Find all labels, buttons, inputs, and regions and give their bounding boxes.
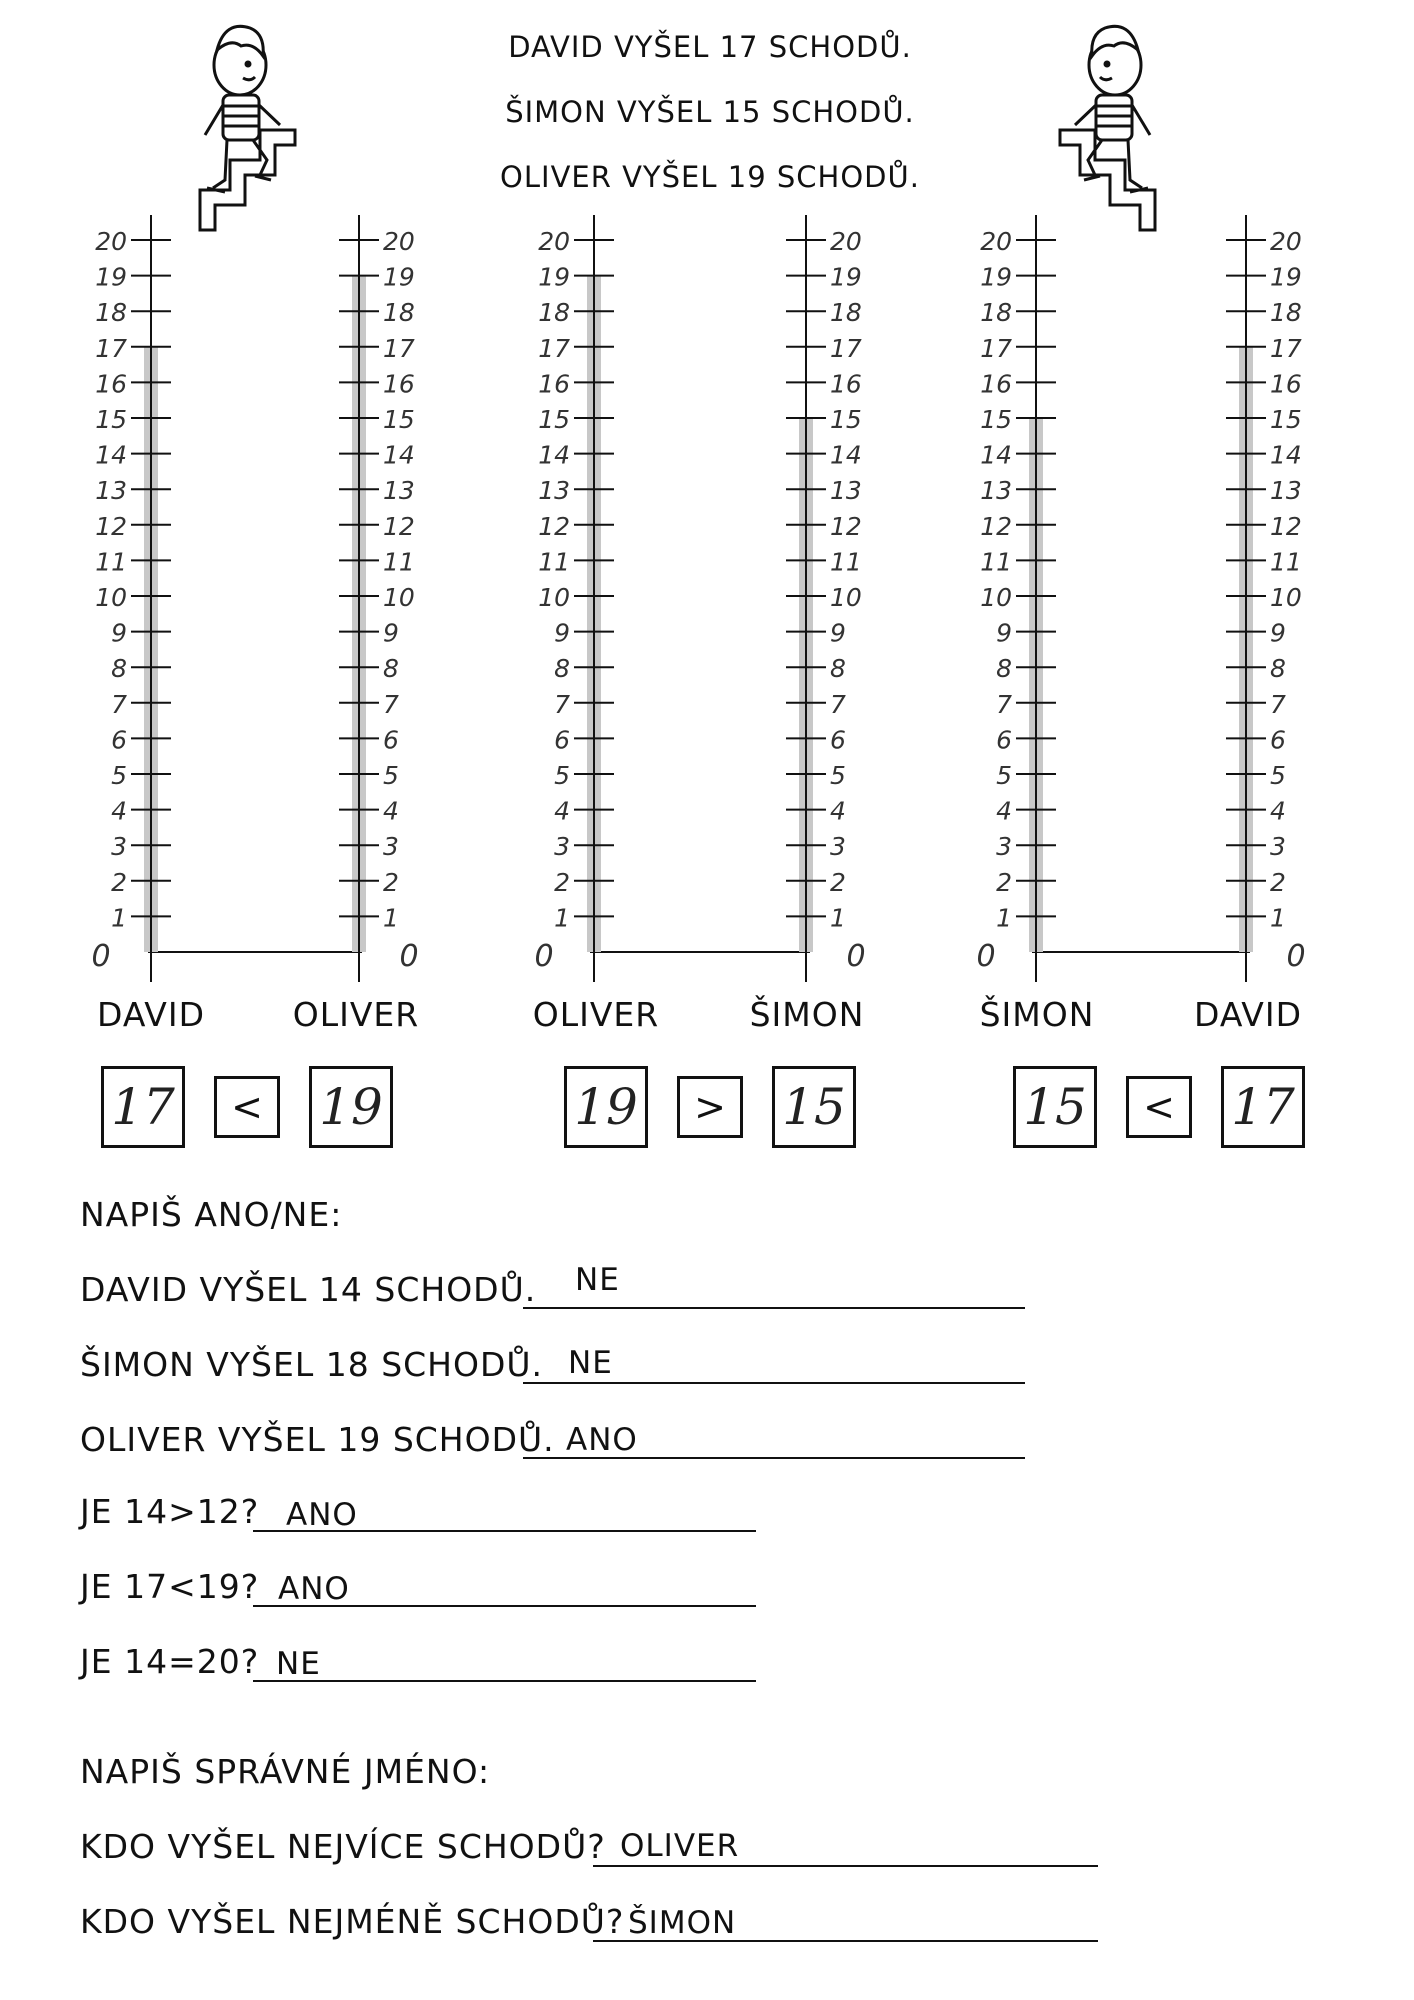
answer-3: ANO xyxy=(566,1422,638,1458)
name-answer-line-1[interactable] xyxy=(593,1865,1098,1867)
chart2-axis-2-tick-label: 1 xyxy=(830,903,846,933)
compare3-right-box: 17 xyxy=(1221,1066,1305,1148)
chart2-name-left: OLIVER xyxy=(532,995,660,1034)
chart3-axis-1-tick-label: 12 xyxy=(980,511,1012,541)
chart3-axis-2-tick-label: 18 xyxy=(1270,298,1302,328)
chart1-name-left: DAVID xyxy=(96,995,205,1034)
chart1-axis-2-tick-label: 3 xyxy=(383,832,399,862)
chart1-axis-2-tick-label: 15 xyxy=(383,405,415,434)
chart3-axis-2-tick-label: 6 xyxy=(1270,725,1286,755)
chart3-axis-1-tick-label: 15 xyxy=(980,405,1012,434)
chart3-axis-2-tick-label: 8 xyxy=(1270,654,1286,684)
chart3-name-left: ŠIMON xyxy=(979,995,1095,1034)
chart2-axis-1-tick-label: 3 xyxy=(554,832,570,862)
chart1-axis-2-tick-label: 2 xyxy=(383,867,399,897)
chart1-axis-1-tick-label: 17 xyxy=(95,333,127,363)
chart3-axis-2-tick-label: 1 xyxy=(1270,903,1286,933)
intro-line-oliver: OLIVER VYŠEL 19 SCHODŮ. xyxy=(500,160,920,194)
chart1-axis-1-tick-label: 3 xyxy=(111,832,127,862)
chart1-axis-1-tick-label: 12 xyxy=(95,511,127,541)
chart1-axis-2-tick-label: 7 xyxy=(383,689,399,719)
compare3-left-box: 15 xyxy=(1013,1066,1097,1148)
chart1-axis-2-tick-label: 19 xyxy=(383,262,415,292)
chart2-axis-1-tick-label: 11 xyxy=(538,547,570,577)
answer-6: NE xyxy=(276,1646,321,1682)
chart3-axis-1-tick-label: 18 xyxy=(980,298,1012,328)
answer-line-1[interactable] xyxy=(523,1307,1025,1309)
chart3-axis-1-tick-label: 4 xyxy=(996,796,1012,826)
chart1-axis-2-tick-label: 8 xyxy=(383,654,399,684)
chart3-axis-2-tick-label: 20 xyxy=(1270,227,1302,256)
chart2-axis-1-tick-label: 8 xyxy=(554,654,570,684)
chart3-axis-2-tick-label: 7 xyxy=(1270,689,1286,719)
chart2-axis-2-tick-label: 7 xyxy=(830,689,846,719)
chart2-axis-2-tick-label: 6 xyxy=(830,725,846,755)
chart1-axis-1-tick-label: 9 xyxy=(111,618,127,648)
chart2-axis-1-tick-label: 20 xyxy=(538,227,570,256)
chart3-axis-2-tick-label: 10 xyxy=(1270,583,1302,612)
compare1-left-box: 17 xyxy=(101,1066,185,1148)
chart2-axis-2-tick-label: 16 xyxy=(830,369,862,399)
chart3-axis-1-tick-label: 11 xyxy=(980,547,1012,577)
chart2-axis-1-tick-label: 4 xyxy=(554,796,570,826)
chart2-axis-2-zero-label: 0 xyxy=(846,939,866,974)
chart3-name-right: DAVID xyxy=(1193,995,1302,1034)
question-1: DAVID VYŠEL 14 SCHODŮ. xyxy=(80,1270,537,1309)
chart3-axis-2-tick-label: 16 xyxy=(1270,369,1302,399)
chart2-axis-1-tick-label: 19 xyxy=(538,262,570,292)
chart3-axis-1-tick-label: 3 xyxy=(996,832,1012,862)
chart2-axis-1-zero-label: 0 xyxy=(534,939,554,974)
chart2-axis-2-tick-label: 12 xyxy=(830,511,862,541)
chart1-axis-1-tick-label: 13 xyxy=(95,476,127,506)
chart3-axis-1-tick-label: 17 xyxy=(980,333,1012,363)
compare3-sign-box: < xyxy=(1126,1076,1192,1138)
chart2-axis-2-tick-label: 18 xyxy=(830,298,862,328)
chart1-name-right: OLIVER xyxy=(292,995,420,1034)
chart1-axis-2-tick-label: 5 xyxy=(383,761,399,790)
chart1-axis-1-tick-label: 14 xyxy=(95,440,127,470)
chart3-axis-1-zero-label: 0 xyxy=(976,939,996,974)
chart2-name-right: ŠIMON xyxy=(749,995,865,1034)
question-4: JE 14>12? xyxy=(80,1492,260,1531)
chart3-axis-1-tick-label: 19 xyxy=(980,262,1012,292)
answer-line-6[interactable] xyxy=(253,1680,756,1682)
section1-heading: NAPIŠ ANO/NE: xyxy=(80,1195,343,1234)
intro-line-simon: ŠIMON VYŠEL 15 SCHODŮ. xyxy=(505,95,915,129)
chart3-axis-1-tick-label: 8 xyxy=(996,654,1012,684)
chart2-axis-2-tick-label: 4 xyxy=(830,796,846,826)
section2-heading: NAPIŠ SPRÁVNÉ JMÉNO: xyxy=(80,1752,491,1791)
chart2-axis-1-tick-label: 17 xyxy=(538,333,570,363)
chart3-axis-1-tick-label: 5 xyxy=(996,761,1012,790)
chart3-axis-2-tick-label: 13 xyxy=(1270,476,1302,506)
chart1-axis-1-tick-label: 5 xyxy=(111,761,127,790)
chart3-axis-1-tick-label: 7 xyxy=(996,689,1012,719)
chart3-axis-1-tick-label: 14 xyxy=(980,440,1012,470)
chart1-axis-2-tick-label: 4 xyxy=(383,796,399,826)
chart2-axis-2-tick-label: 13 xyxy=(830,476,862,506)
chart3-axis-1-tick-label: 1 xyxy=(996,903,1012,933)
chart1-axis-2-tick-label: 12 xyxy=(383,511,415,541)
chart1-axis-2-tick-label: 14 xyxy=(383,440,415,470)
answer-1: NE xyxy=(575,1262,620,1298)
compare1-sign-box: < xyxy=(214,1076,280,1138)
chart2-axis-2-tick-label: 19 xyxy=(830,262,862,292)
name-question-1: KDO VYŠEL NEJVÍCE SCHODŮ? xyxy=(80,1827,606,1866)
chart1-axis-1-zero-label: 0 xyxy=(91,939,111,974)
chart2-axis-1-tick-label: 14 xyxy=(538,440,570,470)
chart2-axis-1-tick-label: 7 xyxy=(554,689,570,719)
question-5: JE 17<19? xyxy=(80,1567,260,1606)
compare2-right-box: 15 xyxy=(772,1066,856,1148)
compare1-right-box: 19 xyxy=(309,1066,393,1148)
question-3: OLIVER VYŠEL 19 SCHODŮ. xyxy=(80,1420,555,1459)
chart3-axis-2-tick-label: 14 xyxy=(1270,440,1302,470)
chart2-axis-2-tick-label: 20 xyxy=(830,227,862,256)
chart2-axis-1-tick-label: 1 xyxy=(554,903,570,933)
chart2-axis-2-tick-label: 9 xyxy=(830,618,846,648)
chart3-axis-1-tick-label: 13 xyxy=(980,476,1012,506)
chart3-axis-2-tick-label: 11 xyxy=(1270,547,1302,577)
chart1-axis-1-tick-label: 15 xyxy=(95,405,127,434)
chart2-axis-1-tick-label: 10 xyxy=(538,583,570,612)
chart2-axis-2-tick-label: 10 xyxy=(830,583,862,612)
chart2-axis-1-tick-label: 9 xyxy=(554,618,570,648)
chart2-axis-1-tick-label: 6 xyxy=(554,725,570,755)
chart1-axis-1-tick-label: 6 xyxy=(111,725,127,755)
chart3-axis-2-zero-label: 0 xyxy=(1286,939,1306,974)
chart1-axis-1-tick-label: 8 xyxy=(111,654,127,684)
answer-4: ANO xyxy=(286,1497,358,1533)
chart1-axis-2-tick-label: 17 xyxy=(383,333,415,363)
chart1-axis-1-tick-label: 16 xyxy=(95,369,127,399)
chart2-axis-2-tick-label: 2 xyxy=(830,867,846,897)
chart2-axis-2-tick-label: 5 xyxy=(830,761,846,790)
compare2-left-box: 19 xyxy=(564,1066,648,1148)
stair-count-charts xyxy=(0,0,1414,990)
chart3-axis-2-tick-label: 4 xyxy=(1270,796,1286,826)
chart3-axis-2-tick-label: 3 xyxy=(1270,832,1286,862)
chart3-axis-1-tick-label: 2 xyxy=(996,867,1012,897)
question-2: ŠIMON VYŠEL 18 SCHODŮ. xyxy=(80,1345,544,1384)
chart3-axis-2-tick-label: 17 xyxy=(1270,333,1302,363)
chart1-axis-1-tick-label: 11 xyxy=(95,547,127,577)
chart3-axis-2-tick-label: 15 xyxy=(1270,405,1302,434)
chart3-axis-2-tick-label: 19 xyxy=(1270,262,1302,292)
chart1-axis-1-tick-label: 10 xyxy=(95,583,127,612)
chart3-axis-2-tick-label: 9 xyxy=(1270,618,1286,648)
chart1-axis-2-tick-label: 9 xyxy=(383,618,399,648)
name-answer-2: ŠIMON xyxy=(628,1905,737,1941)
chart1-axis-2-tick-label: 11 xyxy=(383,547,415,577)
chart1-axis-1-tick-label: 1 xyxy=(111,903,127,933)
chart3-axis-1-tick-label: 16 xyxy=(980,369,1012,399)
chart2-axis-1-tick-label: 18 xyxy=(538,298,570,328)
chart3-axis-1-tick-label: 9 xyxy=(996,618,1012,648)
chart1-axis-2-tick-label: 6 xyxy=(383,725,399,755)
chart3-axis-2-tick-label: 2 xyxy=(1270,867,1286,897)
chart1-axis-2-tick-label: 1 xyxy=(383,903,399,933)
chart2-axis-1-tick-label: 13 xyxy=(538,476,570,506)
chart1-axis-2-tick-label: 20 xyxy=(383,227,415,256)
chart1-axis-2-tick-label: 13 xyxy=(383,476,415,506)
chart2-axis-2-tick-label: 3 xyxy=(830,832,846,862)
chart1-axis-1-tick-label: 20 xyxy=(95,227,127,256)
chart2-axis-2-tick-label: 17 xyxy=(830,333,862,363)
name-answer-1: OLIVER xyxy=(620,1828,740,1864)
chart2-axis-1-tick-label: 12 xyxy=(538,511,570,541)
chart1-axis-1-tick-label: 2 xyxy=(111,867,127,897)
chart1-axis-2-tick-label: 18 xyxy=(383,298,415,328)
chart2-axis-2-tick-label: 15 xyxy=(830,405,862,434)
chart1-axis-2-tick-label: 16 xyxy=(383,369,415,399)
chart1-axis-2-tick-label: 10 xyxy=(383,583,415,612)
chart1-axis-1-tick-label: 18 xyxy=(95,298,127,328)
chart2-axis-2-tick-label: 11 xyxy=(830,547,862,577)
intro-line-david: DAVID VYŠEL 17 SCHODŮ. xyxy=(508,30,912,64)
chart2-axis-1-tick-label: 15 xyxy=(538,405,570,434)
chart3-axis-1-tick-label: 20 xyxy=(980,227,1012,256)
answer-5: ANO xyxy=(278,1571,350,1607)
chart3-axis-1-tick-label: 6 xyxy=(996,725,1012,755)
name-question-2: KDO VYŠEL NEJMÉNĚ SCHODŮ? xyxy=(80,1902,625,1941)
chart2-axis-2-tick-label: 14 xyxy=(830,440,862,470)
chart3-axis-1-tick-label: 10 xyxy=(980,583,1012,612)
compare2-sign-box: > xyxy=(677,1076,743,1138)
chart1-axis-1-tick-label: 7 xyxy=(111,689,127,719)
chart1-axis-2-zero-label: 0 xyxy=(399,939,419,974)
question-6: JE 14=20? xyxy=(80,1642,260,1681)
answer-line-2[interactable] xyxy=(523,1382,1025,1384)
chart1-axis-1-tick-label: 4 xyxy=(111,796,127,826)
chart3-axis-2-tick-label: 5 xyxy=(1270,761,1286,790)
answer-2: NE xyxy=(568,1345,613,1381)
chart2-axis-2-tick-label: 8 xyxy=(830,654,846,684)
chart3-axis-2-tick-label: 12 xyxy=(1270,511,1302,541)
chart1-axis-1-tick-label: 19 xyxy=(95,262,127,292)
chart2-axis-1-tick-label: 5 xyxy=(554,761,570,790)
chart2-axis-1-tick-label: 16 xyxy=(538,369,570,399)
chart2-axis-1-tick-label: 2 xyxy=(554,867,570,897)
